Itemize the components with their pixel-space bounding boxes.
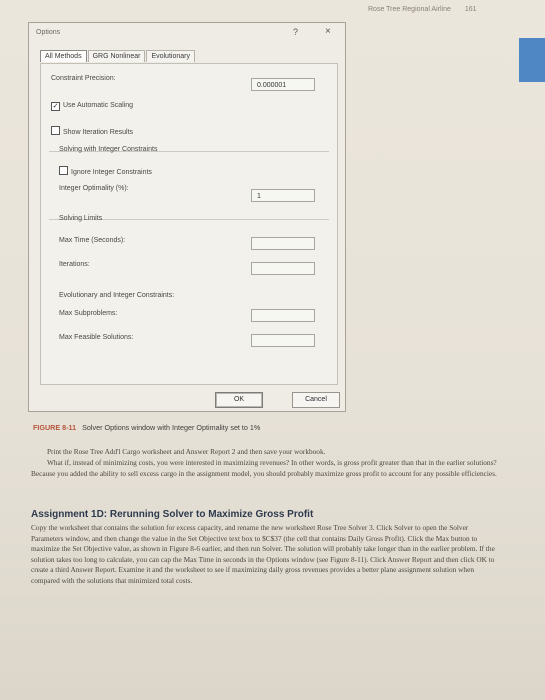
paragraph-1-text: Print the Rose Tree Add'l Cargo worksheet and Answer Report 2 and then save your workbook. <box>47 447 326 456</box>
solving-limits-header: Solving Limits <box>59 215 103 222</box>
running-head-text: Rose Tree Regional Airline <box>368 6 451 13</box>
chapter-tab <box>519 38 545 82</box>
use-automatic-scaling-label: Use Automatic Scaling <box>63 102 134 109</box>
close-button[interactable]: × <box>325 26 331 37</box>
figure-caption <box>33 423 260 432</box>
paragraph-3-text: Copy the worksheet that contains the solution for excess capacity, and rename the new worksheet Rose Tree Solver 3. Click Solver to open the Solver Parameters window, and then change the value in the Set Objective text box to $C$37 (the cell that contains Daily Gross Profit). Click the Max button to maximize the Set Objective value, as shown in Figure 8-6 earlier, and then run Solver. The solution will probably take longer than in the earlier problem. If the solution takes too long to calculate, you can cap the Max Time in seconds in the Options window (see Figure 8-11). Click Answer Report and then click OK to create a third Answer Report. Examine it and the worksheet to see if maximizing daily gross revenues provides a better plane assignment solution when compared with the solutions that minimized total costs. <box>31 523 495 585</box>
max-feasible-solutions-label: Max Feasible Solutions: <box>59 334 134 341</box>
assignment-heading: Assignment 1D: Rerunning Solver to Maximize Gross Profit <box>31 509 314 520</box>
constraint-precision-label: Constraint Precision: <box>51 75 116 82</box>
integer-optimality-field[interactable]: 1 <box>251 189 315 202</box>
figure-number: FIGURE 8-11 <box>33 423 77 432</box>
paragraph-1 <box>31 447 501 458</box>
cancel-button[interactable]: Cancel <box>292 392 340 408</box>
ignore-integer-constraints-checkbox[interactable] <box>59 166 68 175</box>
paragraph-2-text: What if, instead of minimizing costs, you were interested in maximizing revenues? In other words, is gross profit greater than that in the earlier solutions? Because you added the ability to sell excess cargo in the assignment model, you should probably maximize gross profit to account for any possible efficiencies. <box>31 458 497 478</box>
page-number: 161 <box>464 6 477 13</box>
max-feasible-solutions-field[interactable] <box>251 334 315 347</box>
options-panel <box>40 63 338 385</box>
use-automatic-scaling-option[interactable] <box>51 102 133 111</box>
use-automatic-scaling-checkbox[interactable]: ✓ <box>52 103 59 110</box>
ok-button[interactable]: OK <box>215 392 263 408</box>
evolutionary-integer-header: Evolutionary and Integer Constraints: <box>59 292 175 299</box>
show-iteration-results-label: Show Iteration Results <box>63 129 134 136</box>
max-time-label: Max Time (Seconds): <box>59 237 126 244</box>
paragraph-3 <box>31 523 501 586</box>
solver-options-dialog <box>28 22 346 412</box>
constraint-precision-field[interactable]: 0.000001 <box>251 78 315 91</box>
figure-caption-text: Solver Options window with Integer Optimality set to 1% <box>82 423 261 432</box>
iterations-label: Iterations: <box>59 261 90 268</box>
max-subproblems-label: Max Subproblems: <box>59 310 118 317</box>
show-iteration-results-checkbox[interactable] <box>51 126 60 135</box>
integer-constraints-header: Solving with Integer Constraints <box>59 146 158 153</box>
show-iteration-results-option[interactable] <box>51 126 133 136</box>
max-subproblems-field[interactable] <box>251 309 315 322</box>
integer-optimality-label: Integer Optimality (%): <box>59 185 129 192</box>
iterations-field[interactable] <box>251 262 315 275</box>
dialog-title: Options <box>36 29 61 36</box>
tab-all-methods[interactable]: All Methods <box>40 50 87 62</box>
help-button[interactable]: ? <box>293 27 299 37</box>
ignore-integer-constraints-option[interactable] <box>59 166 152 176</box>
max-time-field[interactable] <box>251 237 315 250</box>
tab-evolutionary[interactable]: Evolutionary <box>146 50 195 62</box>
tab-bar <box>40 50 196 62</box>
ignore-integer-constraints-label: Ignore Integer Constraints <box>71 169 152 176</box>
paragraph-2 <box>31 458 501 479</box>
tab-grg-nonlinear[interactable]: GRG Nonlinear <box>88 50 146 62</box>
running-head <box>368 6 477 13</box>
